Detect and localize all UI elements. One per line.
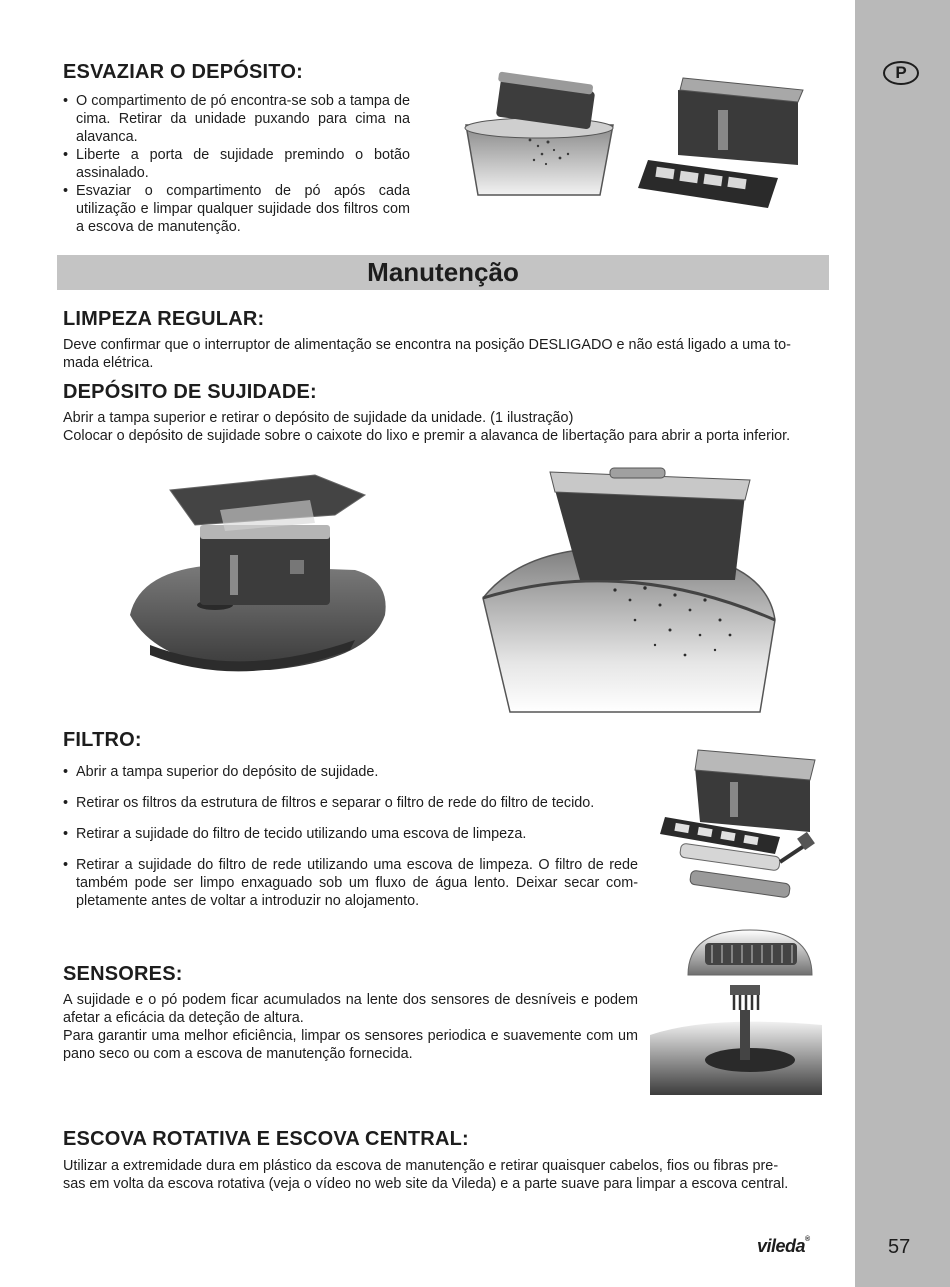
filter-heading: FILTRO:: [63, 729, 142, 751]
filters-illustration: [660, 742, 820, 912]
empty-container-steps: [63, 92, 410, 236]
text-line: Deve confirmar que o interruptor de alimentação se encontra na posição DESLIGADO e não está ligado a uma to-: [63, 337, 791, 353]
page-number: 57: [888, 1236, 911, 1258]
sensors-text: [63, 991, 638, 1063]
side-tab: [855, 0, 950, 1287]
vileda-logo: vileda®: [757, 1236, 810, 1256]
text-line: sas em volta da escova rotativa (veja o vídeo no web site da Vileda) e a parte suave para limpar a escova central.: [63, 1176, 789, 1192]
empty-container-heading: ESVAZIAR O DEPÓSITO:: [63, 61, 303, 83]
text-line: Utilizar a extremidade dura em plástico da escova de manutenção e retirar quaisquer cabelos, fios ou fibras pre-: [63, 1158, 779, 1174]
maintenance-title: Manutenção: [367, 257, 519, 287]
container-over-bin-illustration: [475, 460, 780, 715]
brushes-heading: ESCOVA ROTATIVA E ESCOVA CENTRAL:: [63, 1128, 469, 1150]
list-item: • Retirar a sujidade do filtro de rede utilizando uma escova de limpeza. O filtro de rede também pode ser limpo enxaguado sob um fluxo de água lento. Deixar secar com-pletamente antes de voltar a introduzir no alojamento.: [63, 856, 638, 910]
list-item: • Retirar a sujidade do filtro de tecido utilizando uma escova de limpeza.: [63, 825, 638, 843]
list-item: • Abrir a tampa superior do depósito de sujidade.: [63, 763, 638, 781]
empty-container-illustration: [458, 70, 838, 215]
sensors-illustration: [650, 925, 825, 1097]
text-line: Abrir a tampa superior e retirar o depósito de sujidade da unidade. (1 ilustração): [63, 410, 574, 426]
list-item: • O compartimento de pó encontra-se sob a tampa de cima. Retirar da unidade puxando para cima na alavanca.: [63, 92, 410, 146]
text-paragraph: A sujidade e o pó podem ficar acumulados na lente dos sensores de desníveis e podem afetar a eficácia da deteção de altura.: [63, 992, 638, 1026]
text-paragraph: Para garantir uma melhor eficiência, limpar os sensores periodica e suavemente com um pano seco ou com a escova de manutenção fornecida.: [63, 1028, 638, 1062]
regular-cleaning-heading: LIMPEZA REGULAR:: [63, 308, 265, 330]
list-item: • Liberte a porta de sujidade premindo o botão assinalado.: [63, 146, 410, 182]
section-title-band: [57, 255, 829, 290]
text-line: Colocar o depósito de sujidade sobre o caixote do lixo e premir a alavanca de libertação para abrir a porta inferior.: [63, 428, 791, 444]
robot-lid-open-illustration: [120, 465, 395, 690]
brand-name: vileda: [757, 1236, 806, 1256]
regular-cleaning-text: [63, 336, 833, 372]
brushes-text: [63, 1157, 833, 1193]
list-item: • Retirar os filtros da estrutura de filtros e separar o filtro de rede do filtro de tecido.: [63, 794, 638, 812]
filter-steps: [63, 763, 638, 910]
language-badge: P: [883, 61, 919, 85]
dirt-container-heading: DEPÓSITO DE SUJIDADE:: [63, 381, 317, 403]
dirt-container-text: [63, 409, 833, 445]
sensors-heading: SENSORES:: [63, 963, 183, 985]
text-line: mada elétrica.: [63, 355, 154, 371]
list-item: • Esvaziar o compartimento de pó após cada utilização e limpar qualquer sujidade dos filtros com a escova de manutenção.: [63, 182, 410, 236]
